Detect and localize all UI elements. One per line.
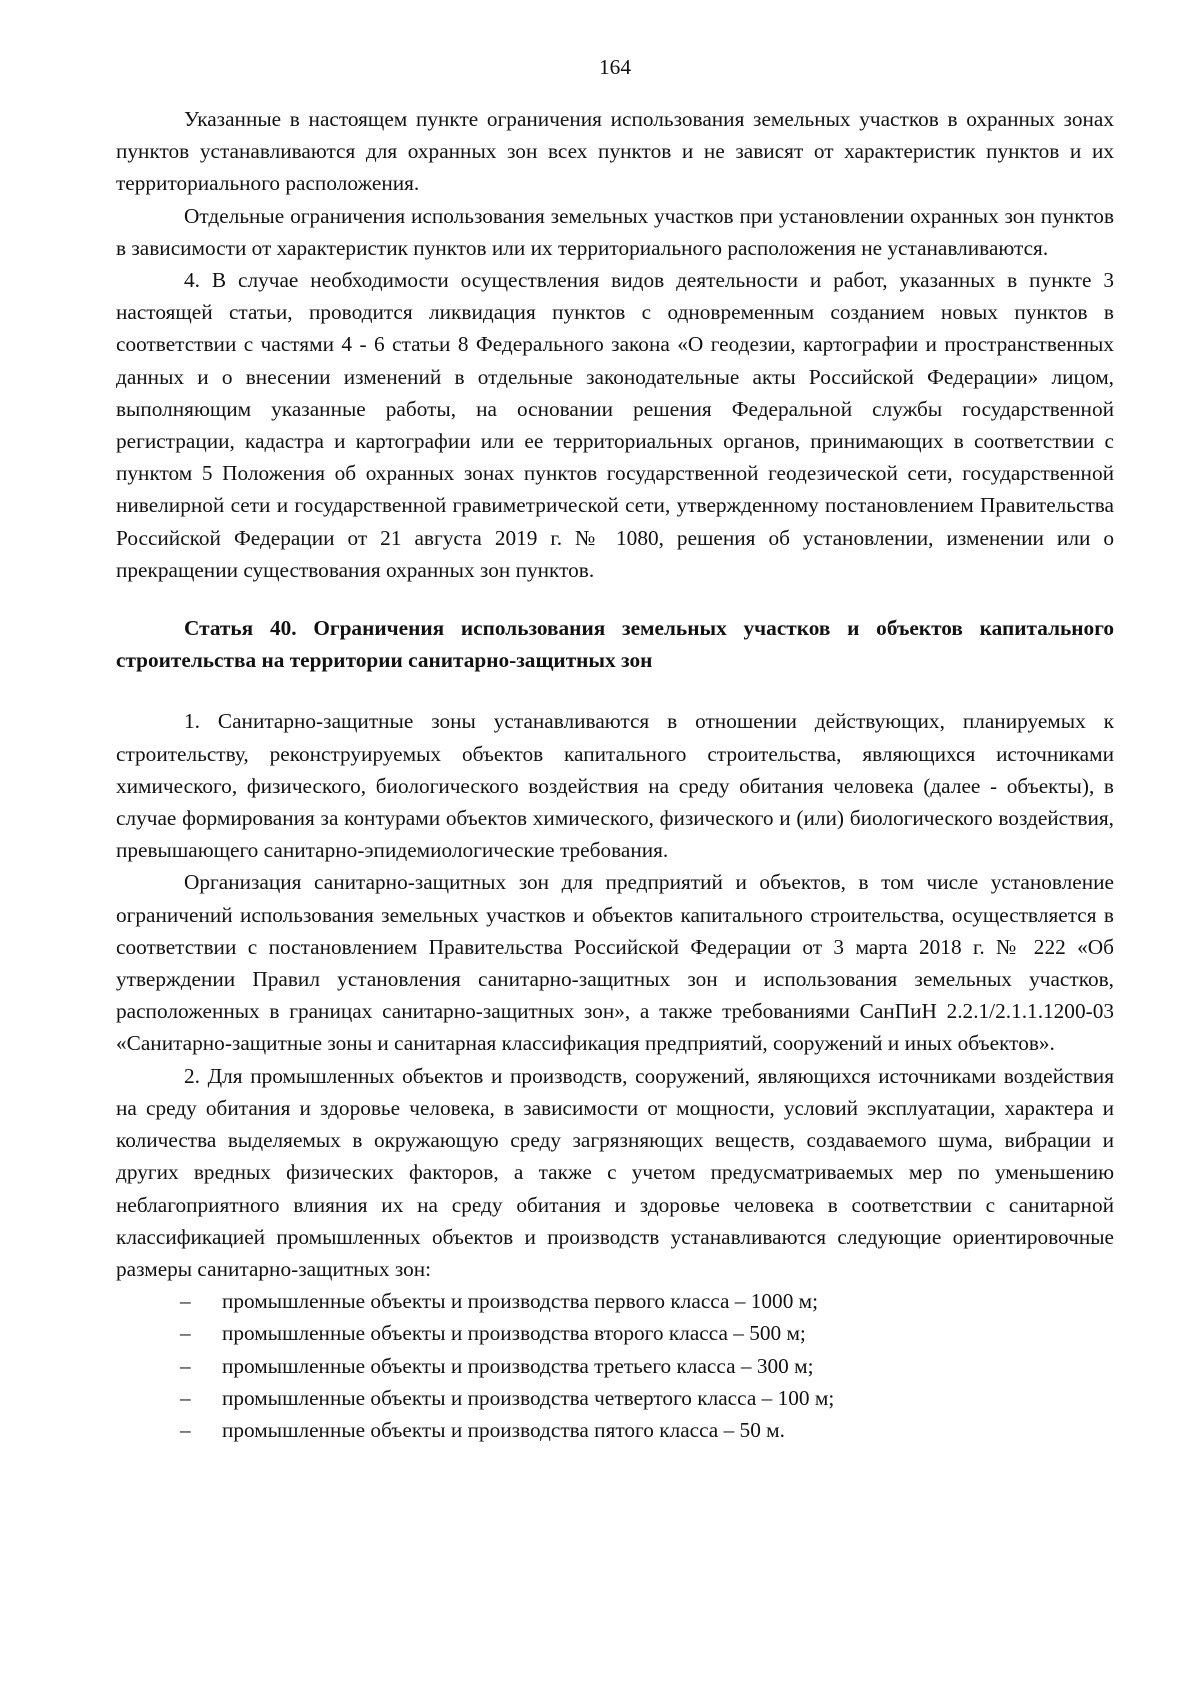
zone-size-list xyxy=(116,1285,1114,1446)
list-item xyxy=(116,1414,1114,1446)
list-item-text: промышленные объекты и производства четвертого класса – 100 м; xyxy=(222,1385,835,1410)
document-page xyxy=(116,54,1114,1446)
list-item-text: промышленные объекты и производства пятого класса – 50 м. xyxy=(222,1417,785,1442)
dash-marker: – xyxy=(180,1353,191,1378)
dash-marker: – xyxy=(180,1321,191,1346)
list-item xyxy=(116,1382,1114,1414)
dash-marker: – xyxy=(180,1385,191,1410)
paragraph-item-4: 4. В случае необходимости осуществления видов деятельности и работ, указанных в пункте 3 настоящей статьи, проводится ликвидация пунктов с одновременным созданием новых пунктов в соответствии с частями 4 - 6 статьи 8 Федерального закона «О геодезии, картографии и пространственных данных и о внесении изменений в отдельные законодательные акты Российской Федерации» лицом, выполняющим указанные работы, на основании решения Федеральной службы государственной регистрации, кадастра и картографии или ее территориальных органов, принимающих в соответствии с пунктом 5 Положения об охранных зонах пунктов государственной геодезической сети, государственной нивелирной сети и государственной гравиметрической сети, утвержденному постановлением Правительства Российской Федерации от 21 августа 2019 г. № 1080, решения об установлении, изменении или о прекращении существования охранных зон пунктов. xyxy=(116,268,1114,582)
paragraph-separate-restrictions: Отдельные ограничения использования земельных участков при установлении охранных зон пунктов в зависимости от характеристик пунктов или их территориального расположения не устанавливаются. xyxy=(116,203,1114,260)
dash-marker: – xyxy=(180,1289,191,1314)
article-40-heading: Статья 40. Ограничения использования земельных участков и объектов капитального строительства на территории санитарно-защитных зон xyxy=(116,616,1114,673)
paragraph-item-2-zone-sizes: 2. Для промышленных объектов и производств, сооружений, являющихся источниками воздействия на среду обитания и здоровье человека, в зависимости от мощности, условий эксплуатации, характера и количества выделяемых в окружающую среду загрязняющих веществ, создаваемого шума, вибрации и других вредных физических факторов, а также с учетом предусматриваемых мер по уменьшению неблагоприятного влияния их на среду обитания и здоровье человека в соответствии с санитарной классификацией промышленных объектов и производств устанавливаются следующие ориентировочные размеры санитарно-защитных зон: xyxy=(116,1063,1114,1281)
list-item-text: промышленные объекты и производства третьего класса – 300 м; xyxy=(222,1353,814,1378)
paragraph-zones-organization: Организация санитарно-защитных зон для предприятий и объектов, в том числе установление ограничений использования земельных участков и объектов капитального строительства, осуществляется в соответствии с постановлением Правительства Российской Федерации от 3 марта 2018 г. № 222 «Об утверждении Правил установления санитарно-защитных зон и использования земельных участков, расположенных в границах санитарно-защитных зон», а также требованиями СанПиН 2.2.1/2.1.1.1200-03 «Санитарно-защитные зоны и санитарная классификация предприятий, сооружений и иных объектов». xyxy=(116,870,1114,1056)
page-number: 164 xyxy=(599,55,631,79)
list-item xyxy=(116,1317,1114,1349)
paragraph-restrictions-scope: Указанные в настоящем пункте ограничения использования земельных участков в охранных зонах пунктов устанавливаются для охранных зон всех пунктов и не зависят от характеристик пунктов и их территориального расположения. xyxy=(116,107,1114,196)
list-item xyxy=(116,1285,1114,1317)
paragraph-item-1-sanitary-zones: 1. Санитарно-защитные зоны устанавливаются в отношении действующих, планируемых к строительству, реконструируемых объектов капитального строительства, являющихся источниками химического, физического, биологического воздействия на среду обитания человека (далее - объекты), в случае формирования за контурами объектов химического, физического и (или) биологического воздействия, превышающего санитарно-эпидемиологические требования. xyxy=(116,709,1114,863)
dash-marker: – xyxy=(180,1417,191,1442)
list-item-text: промышленные объекты и производства первого класса – 1000 м; xyxy=(222,1289,819,1314)
list-item xyxy=(116,1350,1114,1382)
list-item-text: промышленные объекты и производства второго класса – 500 м; xyxy=(222,1321,806,1346)
